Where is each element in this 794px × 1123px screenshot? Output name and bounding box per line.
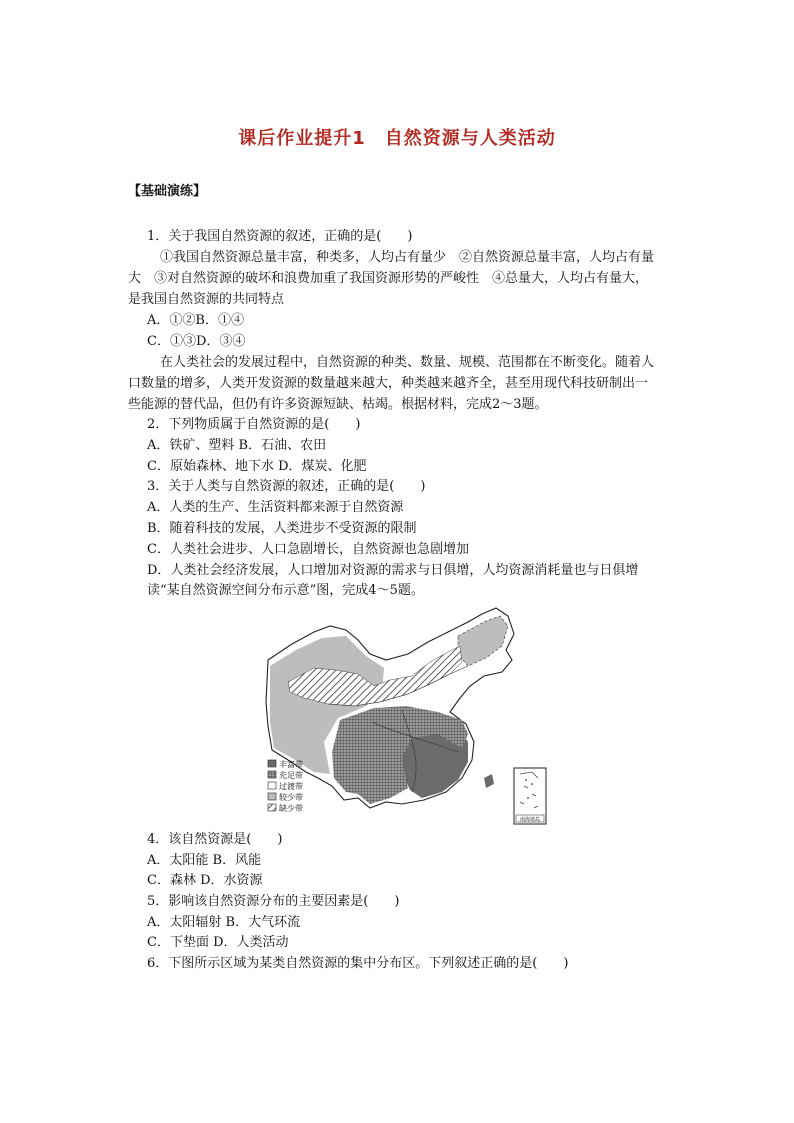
section-heading: 【基础演练】 (128, 184, 207, 199)
question-1-options-ab: A．①②B．①④ (147, 313, 244, 328)
material-line-1: 在人类社会的发展过程中，自然资源的种类、数量、规模、范围都在不断变化。随着人 (147, 355, 655, 370)
legend-rich: 丰富带 (279, 760, 303, 769)
question-1-stem: 1．关于我国自然资源的叙述，正确的是( ) (147, 229, 413, 244)
question-1-options-cd: C．①③D．③④ (147, 334, 246, 349)
question-5-stem: 5．影响该自然资源分布的主要因素是( ) (147, 894, 400, 909)
legend-transition: 过渡带 (279, 782, 303, 791)
inset-label: 南海诸岛 (519, 817, 541, 823)
question-5-options-cd: C．下垫面 D．人类活动 (147, 935, 289, 950)
question-4-options-ab: A．太阳能 B．风能 (147, 853, 262, 868)
legend-scarce: 缺少带 (279, 804, 303, 813)
page-title: 课后作业提升1 自然资源与人类活动 (238, 128, 556, 149)
material-line-2: 口数量的增多，人类开发资源的数量越来越大，种类越来越齐全，甚至用现代科技研制出一 (128, 376, 649, 391)
map-legend (268, 759, 303, 813)
question-3-stem: 3．关于人类与自然资源的叙述，正确的是( ) (147, 479, 426, 494)
question-1-statements-line-2: 大 ③对自然资源的破坏和浪费加重了我国资源形势的严峻性 ④总量大，人均占有量大， (128, 271, 649, 286)
legend-adequate: 充足带 (279, 771, 303, 780)
question-2-stem: 2．下列物质属于自然资源的是( ) (147, 417, 361, 432)
question-2-options-cd: C．原始森林、地下水 D．煤炭、化肥 (147, 459, 367, 474)
resource-distribution-map (262, 602, 548, 830)
question-5-options-ab: A．太阳辐射 B．大气环流 (147, 915, 301, 930)
legend-less: 较少带 (279, 793, 303, 802)
question-6-stem: 6．下图所示区域为某类自然资源的集中分布区。下列叙述正确的是( ) (147, 956, 569, 971)
question-3-option-a: A．人类的生产、生活资料都来源于自然资源 (147, 500, 404, 515)
question-4-options-cd: C．森林 D．水资源 (147, 873, 263, 888)
question-3-option-d: D．人类社会经济发展，人口增加对资源的需求与日俱增，人均资源消耗量也与日俱增 (147, 563, 639, 578)
map-intro: 读“某自然资源空间分布示意”图，完成4～5题。 (147, 583, 424, 598)
question-1-statements-line-1: ①我国自然资源总量丰富，种类多，人均占有量少 ②自然资源总量丰富，人均占有量 (147, 250, 655, 265)
question-3-option-c: C．人类社会进步、人口急剧增长，自然资源也急剧增加 (147, 542, 469, 557)
material-line-3: 些能源的替代品，但仍有许多资源短缺、枯竭。根据材料，完成2～3题。 (128, 397, 548, 412)
question-4-stem: 4．该自然资源是( ) (147, 832, 283, 847)
question-3-option-b: B．随着科技的发展，人类进步不受资源的限制 (147, 521, 417, 536)
question-2-options-ab: A．铁矿、塑料 B．石油、农田 (147, 438, 327, 453)
south-china-sea-inset (514, 768, 546, 824)
question-1-statements-line-3: 是我国自然资源的共同特点 (128, 292, 285, 307)
